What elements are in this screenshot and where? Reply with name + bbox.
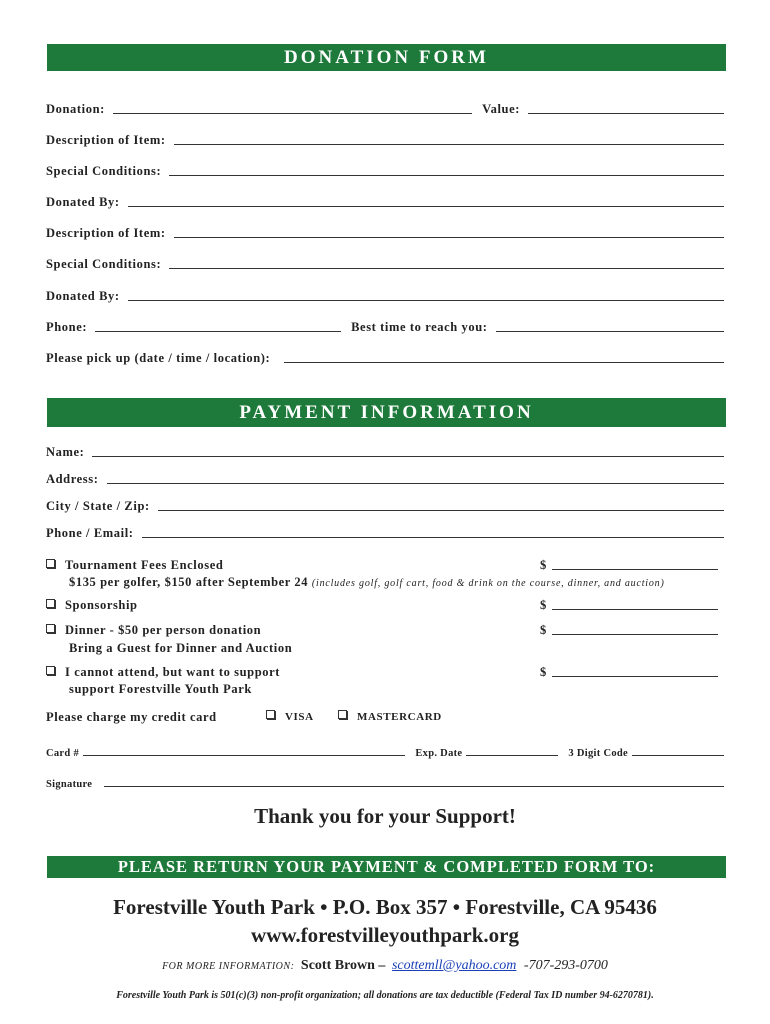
city-label: City / State / Zip:	[46, 499, 150, 513]
digit-code-field[interactable]	[632, 755, 724, 756]
dinner-amount	[540, 623, 720, 638]
sponsorship-amount-field[interactable]	[552, 609, 718, 610]
donated-by-label-1: Donated By:	[46, 195, 120, 209]
sponsorship-checkbox[interactable]	[46, 599, 55, 608]
special-conditions-label-2: Special Conditions:	[46, 257, 162, 271]
dollar-sign: $	[540, 598, 547, 612]
signature-row	[46, 774, 726, 790]
dollar-sign: $	[540, 623, 547, 637]
signature-label: Signature	[46, 779, 93, 790]
option-sponsorship	[46, 598, 138, 613]
value-label: Value:	[482, 102, 520, 116]
description-field-2[interactable]	[174, 237, 724, 238]
option-cannot-attend	[46, 665, 280, 680]
return-banner	[47, 856, 726, 878]
description-label-1: Description of Item:	[46, 133, 166, 147]
city-field[interactable]	[158, 510, 724, 511]
payment-info-title: PAYMENT INFORMATION	[239, 402, 534, 423]
cannot-attend-checkbox[interactable]	[46, 666, 55, 675]
best-time-field[interactable]	[496, 331, 724, 332]
pickup-field[interactable]	[284, 362, 724, 363]
tournament-fees-amount	[540, 558, 720, 573]
phone-row	[46, 319, 726, 335]
address-line: Forestville Youth Park • P.O. Box 357 • Forestville, CA 95436	[113, 895, 657, 919]
name-row	[46, 444, 726, 460]
address-label: Address:	[46, 472, 99, 486]
dinner-label: Dinner - $50 per person donation	[65, 623, 262, 637]
name-label: Name:	[46, 445, 85, 459]
sponsorship-amount	[540, 598, 720, 613]
exp-date-field[interactable]	[466, 755, 558, 756]
contact-name: Scott Brown –	[300, 958, 386, 973]
mastercard-option	[338, 711, 442, 723]
phone-label: Phone:	[46, 320, 88, 334]
card-label: Card #	[46, 748, 80, 759]
mastercard-label: MASTERCARD	[357, 711, 442, 723]
contact-line	[0, 958, 770, 974]
cannot-attend-details	[69, 682, 252, 697]
donation-field[interactable]	[113, 113, 472, 114]
cannot-attend-amount-field[interactable]	[552, 676, 718, 677]
dinner-checkbox[interactable]	[46, 624, 55, 633]
return-banner-text: PLEASE RETURN YOUR PAYMENT & COMPLETED FORM TO:	[117, 857, 656, 876]
special-conditions-field-1[interactable]	[169, 175, 724, 176]
donation-form-title: DONATION FORM	[284, 47, 489, 68]
tournament-fees-checkbox[interactable]	[46, 559, 55, 568]
signature-field[interactable]	[104, 786, 724, 787]
donated-by-row-2	[46, 288, 726, 304]
description-field-1[interactable]	[174, 144, 724, 145]
visa-checkbox[interactable]	[266, 710, 275, 719]
donation-row	[46, 101, 726, 117]
dinner-amount-field[interactable]	[552, 634, 718, 635]
tournament-fees-details	[69, 575, 665, 590]
cannot-attend-support-label: support Forestville Youth Park	[69, 682, 252, 696]
special-conditions-label-1: Special Conditions:	[46, 164, 162, 178]
visa-label: VISA	[285, 711, 314, 723]
phone-email-label: Phone / Email:	[46, 526, 134, 540]
option-dinner	[46, 623, 261, 638]
description-row-2	[46, 225, 726, 241]
value-field[interactable]	[528, 113, 724, 114]
thank-you-text: Thank you for your Support!	[254, 804, 516, 828]
address-field[interactable]	[107, 483, 725, 484]
contact-phone: -707-293-0700	[523, 958, 608, 973]
pickup-row	[46, 350, 726, 366]
donated-by-field-2[interactable]	[128, 300, 724, 301]
tournament-fees-amount-field[interactable]	[552, 569, 718, 570]
donated-by-field-1[interactable]	[128, 206, 724, 207]
payment-info-banner	[47, 398, 726, 427]
donated-by-label-2: Donated By:	[46, 289, 120, 303]
option-tournament-fees	[46, 558, 223, 573]
card-number-field[interactable]	[83, 755, 405, 756]
tournament-fees-note: (includes golf, golf cart, food & drink on the course, dinner, and auction)	[311, 578, 665, 589]
tournament-fees-label: Tournament Fees Enclosed	[65, 558, 224, 572]
mastercard-checkbox[interactable]	[338, 710, 347, 719]
cannot-attend-label: I cannot attend, but want to support	[65, 665, 281, 679]
description-label-2: Description of Item:	[46, 226, 166, 240]
sponsorship-label: Sponsorship	[65, 598, 138, 612]
best-time-label: Best time to reach you:	[351, 320, 488, 334]
dollar-sign: $	[540, 665, 547, 679]
charge-card-label: Please charge my credit card	[46, 710, 217, 724]
name-field[interactable]	[92, 456, 724, 457]
donated-by-row-1	[46, 194, 726, 210]
phone-field[interactable]	[95, 331, 341, 332]
digit-code-label: 3 Digit Code	[568, 748, 628, 759]
dinner-guest-label: Bring a Guest for Dinner and Auction	[69, 641, 293, 655]
donation-form-banner	[47, 44, 726, 71]
exp-date-label: Exp. Date	[415, 748, 463, 759]
dollar-sign: $	[540, 558, 547, 572]
phone-email-row	[46, 525, 726, 541]
special-conditions-field-2[interactable]	[169, 268, 724, 269]
website-link[interactable]: www.forestvilleyouthpark.org	[251, 923, 519, 947]
special-conditions-row-1	[46, 163, 726, 179]
contact-email-link[interactable]: scottemll@yahoo.com	[391, 958, 517, 973]
special-conditions-row-2	[46, 256, 726, 272]
more-info-label: FOR MORE INFORMATION:	[162, 961, 295, 972]
address-row	[46, 471, 726, 487]
cannot-attend-amount	[540, 665, 720, 680]
city-row	[46, 498, 726, 514]
dinner-details	[69, 641, 292, 656]
donation-label: Donation:	[46, 102, 105, 116]
pickup-label: Please pick up (date / time / location):	[46, 351, 271, 365]
card-row	[46, 743, 726, 759]
phone-email-field[interactable]	[142, 537, 724, 538]
tournament-fees-price: $135 per golfer, $150 after September 24	[69, 575, 309, 589]
footer-note: Forestville Youth Park is 501(c)(3) non-profit organization; all donations are tax deductible (Federal Tax ID number 94-6270781).	[116, 990, 654, 1001]
visa-option	[266, 711, 314, 723]
description-row-1	[46, 132, 726, 148]
